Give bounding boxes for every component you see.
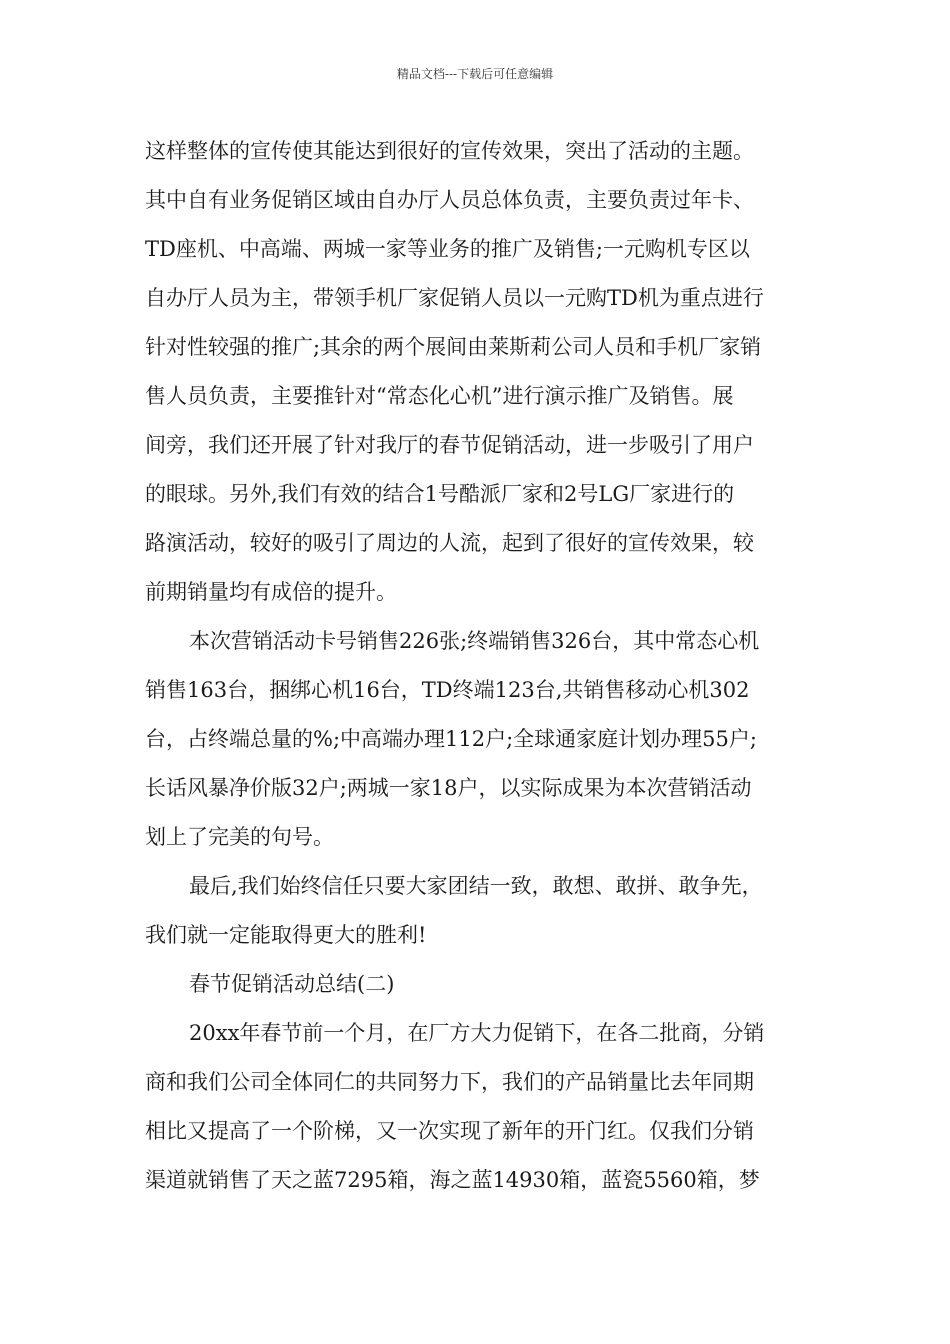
text-line: 本次营销活动卡号销售226张;终端销售326台，其中常态心机 [189, 629, 760, 653]
text-line: 的眼球。另外,我们有效的结合1号酷派厂家和2号LG厂家进行的 [145, 482, 735, 506]
text-line: 划上了完美的句号。 [145, 825, 334, 849]
text-line: 间旁，我们还开展了针对我厅的春节促销活动，进一步吸引了用户 [145, 433, 754, 457]
text-line: 渠道就销售了天之蓝7295箱，海之蓝14930箱，蓝瓷5560箱，梦 [145, 1168, 760, 1192]
text-line: 长话风暴净价版32户;两城一家18户，以实际成果为本次营销活动 [145, 776, 752, 800]
text-line: 最后,我们始终信任只要大家团结一致，敢想、敢拼、敢争先， [189, 874, 763, 898]
text-line: TD座机、中高端、两城一家等业务的推广及销售;一元购机专区以 [145, 237, 750, 261]
text-line: 春节促销活动总结(二) [189, 972, 395, 996]
text-line: 路演活动，较好的吸引了周边的人流，起到了很好的宣传效果，较 [145, 531, 754, 555]
text-line: 这样整体的宣传使其能达到很好的宣传效果，突出了活动的主题。 [145, 139, 754, 163]
text-line: 我们就一定能取得更大的胜利! [145, 923, 427, 947]
text-line: 20xx年春节前一个月，在厂方大力促销下，在各二批商，分销 [189, 1021, 765, 1045]
text-line: 销售163台，捆绑心机16台，TD终端123台,共销售移动心机302 [145, 678, 750, 702]
document-body [145, 127, 810, 1205]
page-header: 精品文档---下载后可任意编辑 [396, 67, 554, 81]
text-line: 台，占终端总量的%;中高端办理112户;全球通家庭计划办理55户; [145, 727, 757, 751]
text-line: 售人员负责，主要推针对“常态化心机”进行演示推广及销售。展 [145, 384, 734, 408]
text-line: 商和我们公司全体同仁的共同努力下，我们的产品销量比去年同期 [145, 1070, 754, 1094]
text-line: 针对性较强的推广;其余的两个展间由莱斯莉公司人员和手机厂家销 [145, 335, 762, 359]
text-line: 相比又提高了一个阶梯，又一次实现了新年的开门红。仅我们分销 [145, 1119, 754, 1143]
text-line: 前期销量均有成倍的提升。 [145, 580, 397, 604]
text-line: 自办厅人员为主，带领手机厂家促销人员以一元购TD机为重点进行 [145, 286, 764, 310]
text-line: 其中自有业务促销区域由自办厅人员总体负责，主要负责过年卡、 [145, 188, 754, 212]
